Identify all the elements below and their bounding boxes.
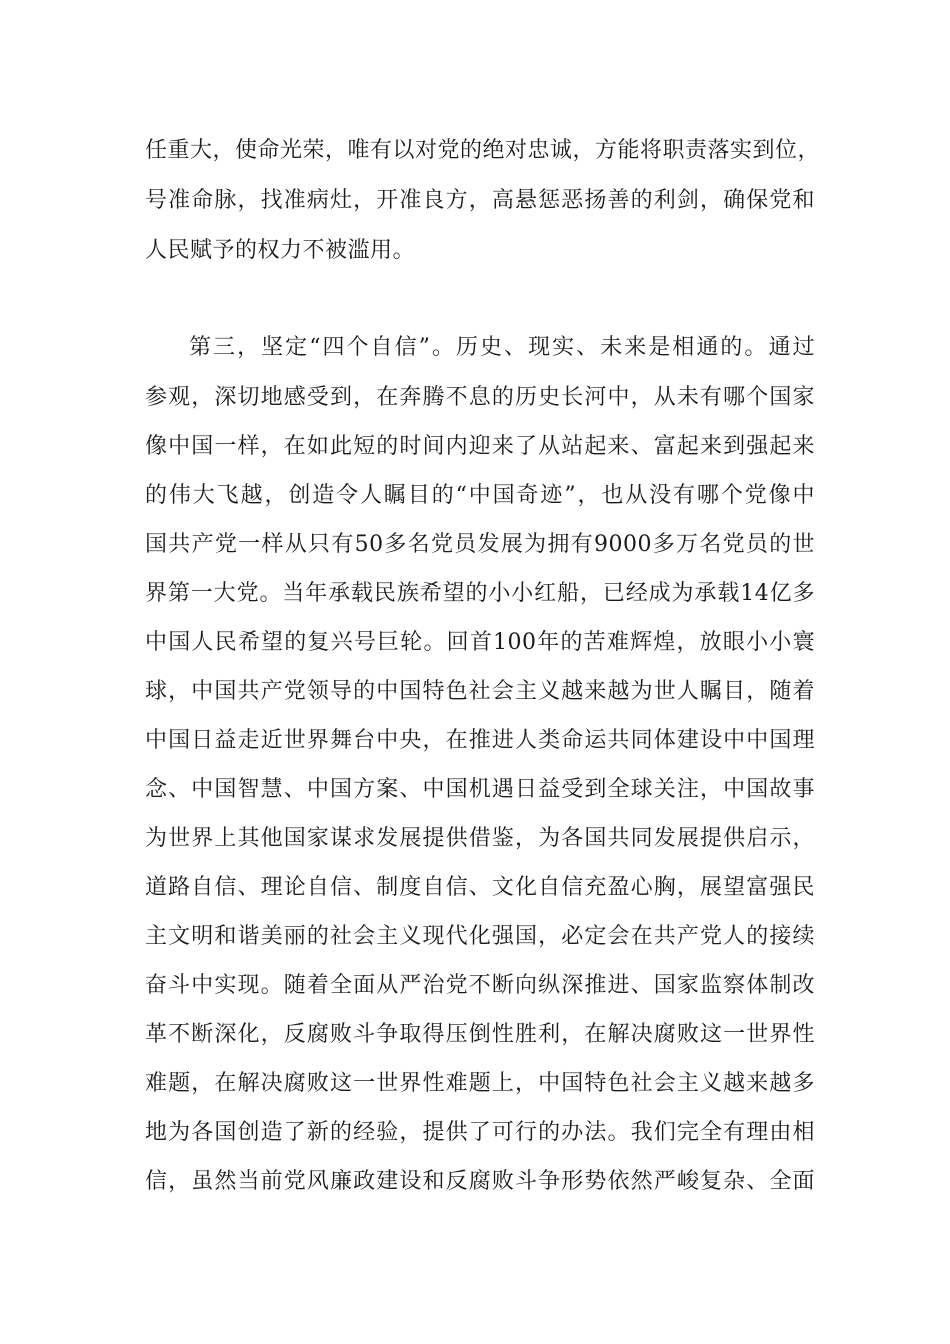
paragraph-2-line-16: 难题，在解决腐败这一世界性难题上，中国特色社会主义越来越多 [145,1071,815,1096]
paragraph-2-line-9: 中国日益走近世界舞台中央，在推进人类命运共同体建设中中国理 [145,728,815,753]
paragraph-2-line-4: 的伟大飞越，创造令人瞩目的“中国奇迹”，也从没有哪个党像中 [145,483,815,508]
paragraph-2-line-3: 像中国一样，在如此短的时间内迎来了从站起来、富起来到强起来 [145,434,815,459]
paragraph-2-line-5: 国共产党一样从只有50多名党员发展为拥有9000多万名党员的世 [145,532,815,557]
paragraph-2-line-7: 中国人民希望的复兴号巨轮。回首100年的苦难辉煌，放眼小小寰 [145,630,815,655]
paragraph-2-line-18: 信，虽然当前党风廉政建设和反腐败斗争形势依然严峻复杂、全面 [145,1169,815,1194]
paragraph-2-line-10: 念、中国智慧、中国方案、中国机遇日益受到全球关注，中国故事 [145,777,815,802]
paragraph-1-line-3: 人民赋予的权力不被滥用。 [145,238,416,263]
paragraph-2-line-15: 革不断深化，反腐败斗争取得压倒性胜利，在解决腐败这一世界性 [145,1022,815,1047]
paragraph-2-line-14: 奋斗中实现。随着全面从严治党不断向纵深推进、国家监察体制改 [145,973,815,998]
paragraph-2-line-11: 为世界上其他国家谋求发展提供借鉴，为各国共同发展提供启示， [145,826,815,851]
paragraph-2-line-1: 第三，坚定“四个自信”。历史、现实、未来是相通的。通过 [189,335,815,360]
paragraph-1-line-2: 号准命脉，找准病灶，开准良方，高悬惩恶扬善的利剑，确保党和 [145,188,815,213]
paragraph-1-line-1: 任重大，使命光荣，唯有以对党的绝对忠诚，方能将职责落实到位， [145,138,821,163]
paragraph-2-line-8: 球，中国共产党领导的中国特色社会主义越来越为世人瞩目，随着 [145,679,815,704]
paragraph-2-line-12: 道路自信、理论自信、制度自信、文化自信充盈心胸，展望富强民 [145,875,815,900]
paragraph-2-line-2: 参观，深切地感受到，在奔腾不息的历史长河中，从未有哪个国家 [145,385,815,410]
paragraph-2-line-17: 地为各国创造了新的经验，提供了可行的办法。我们完全有理由相 [145,1120,815,1145]
paragraph-2-line-13: 主文明和谐美丽的社会主义现代化强国，必定会在共产党人的接续 [145,924,815,949]
paragraph-2-line-6: 界第一大党。当年承载民族希望的小小红船，已经成为承载14亿多 [145,581,815,606]
